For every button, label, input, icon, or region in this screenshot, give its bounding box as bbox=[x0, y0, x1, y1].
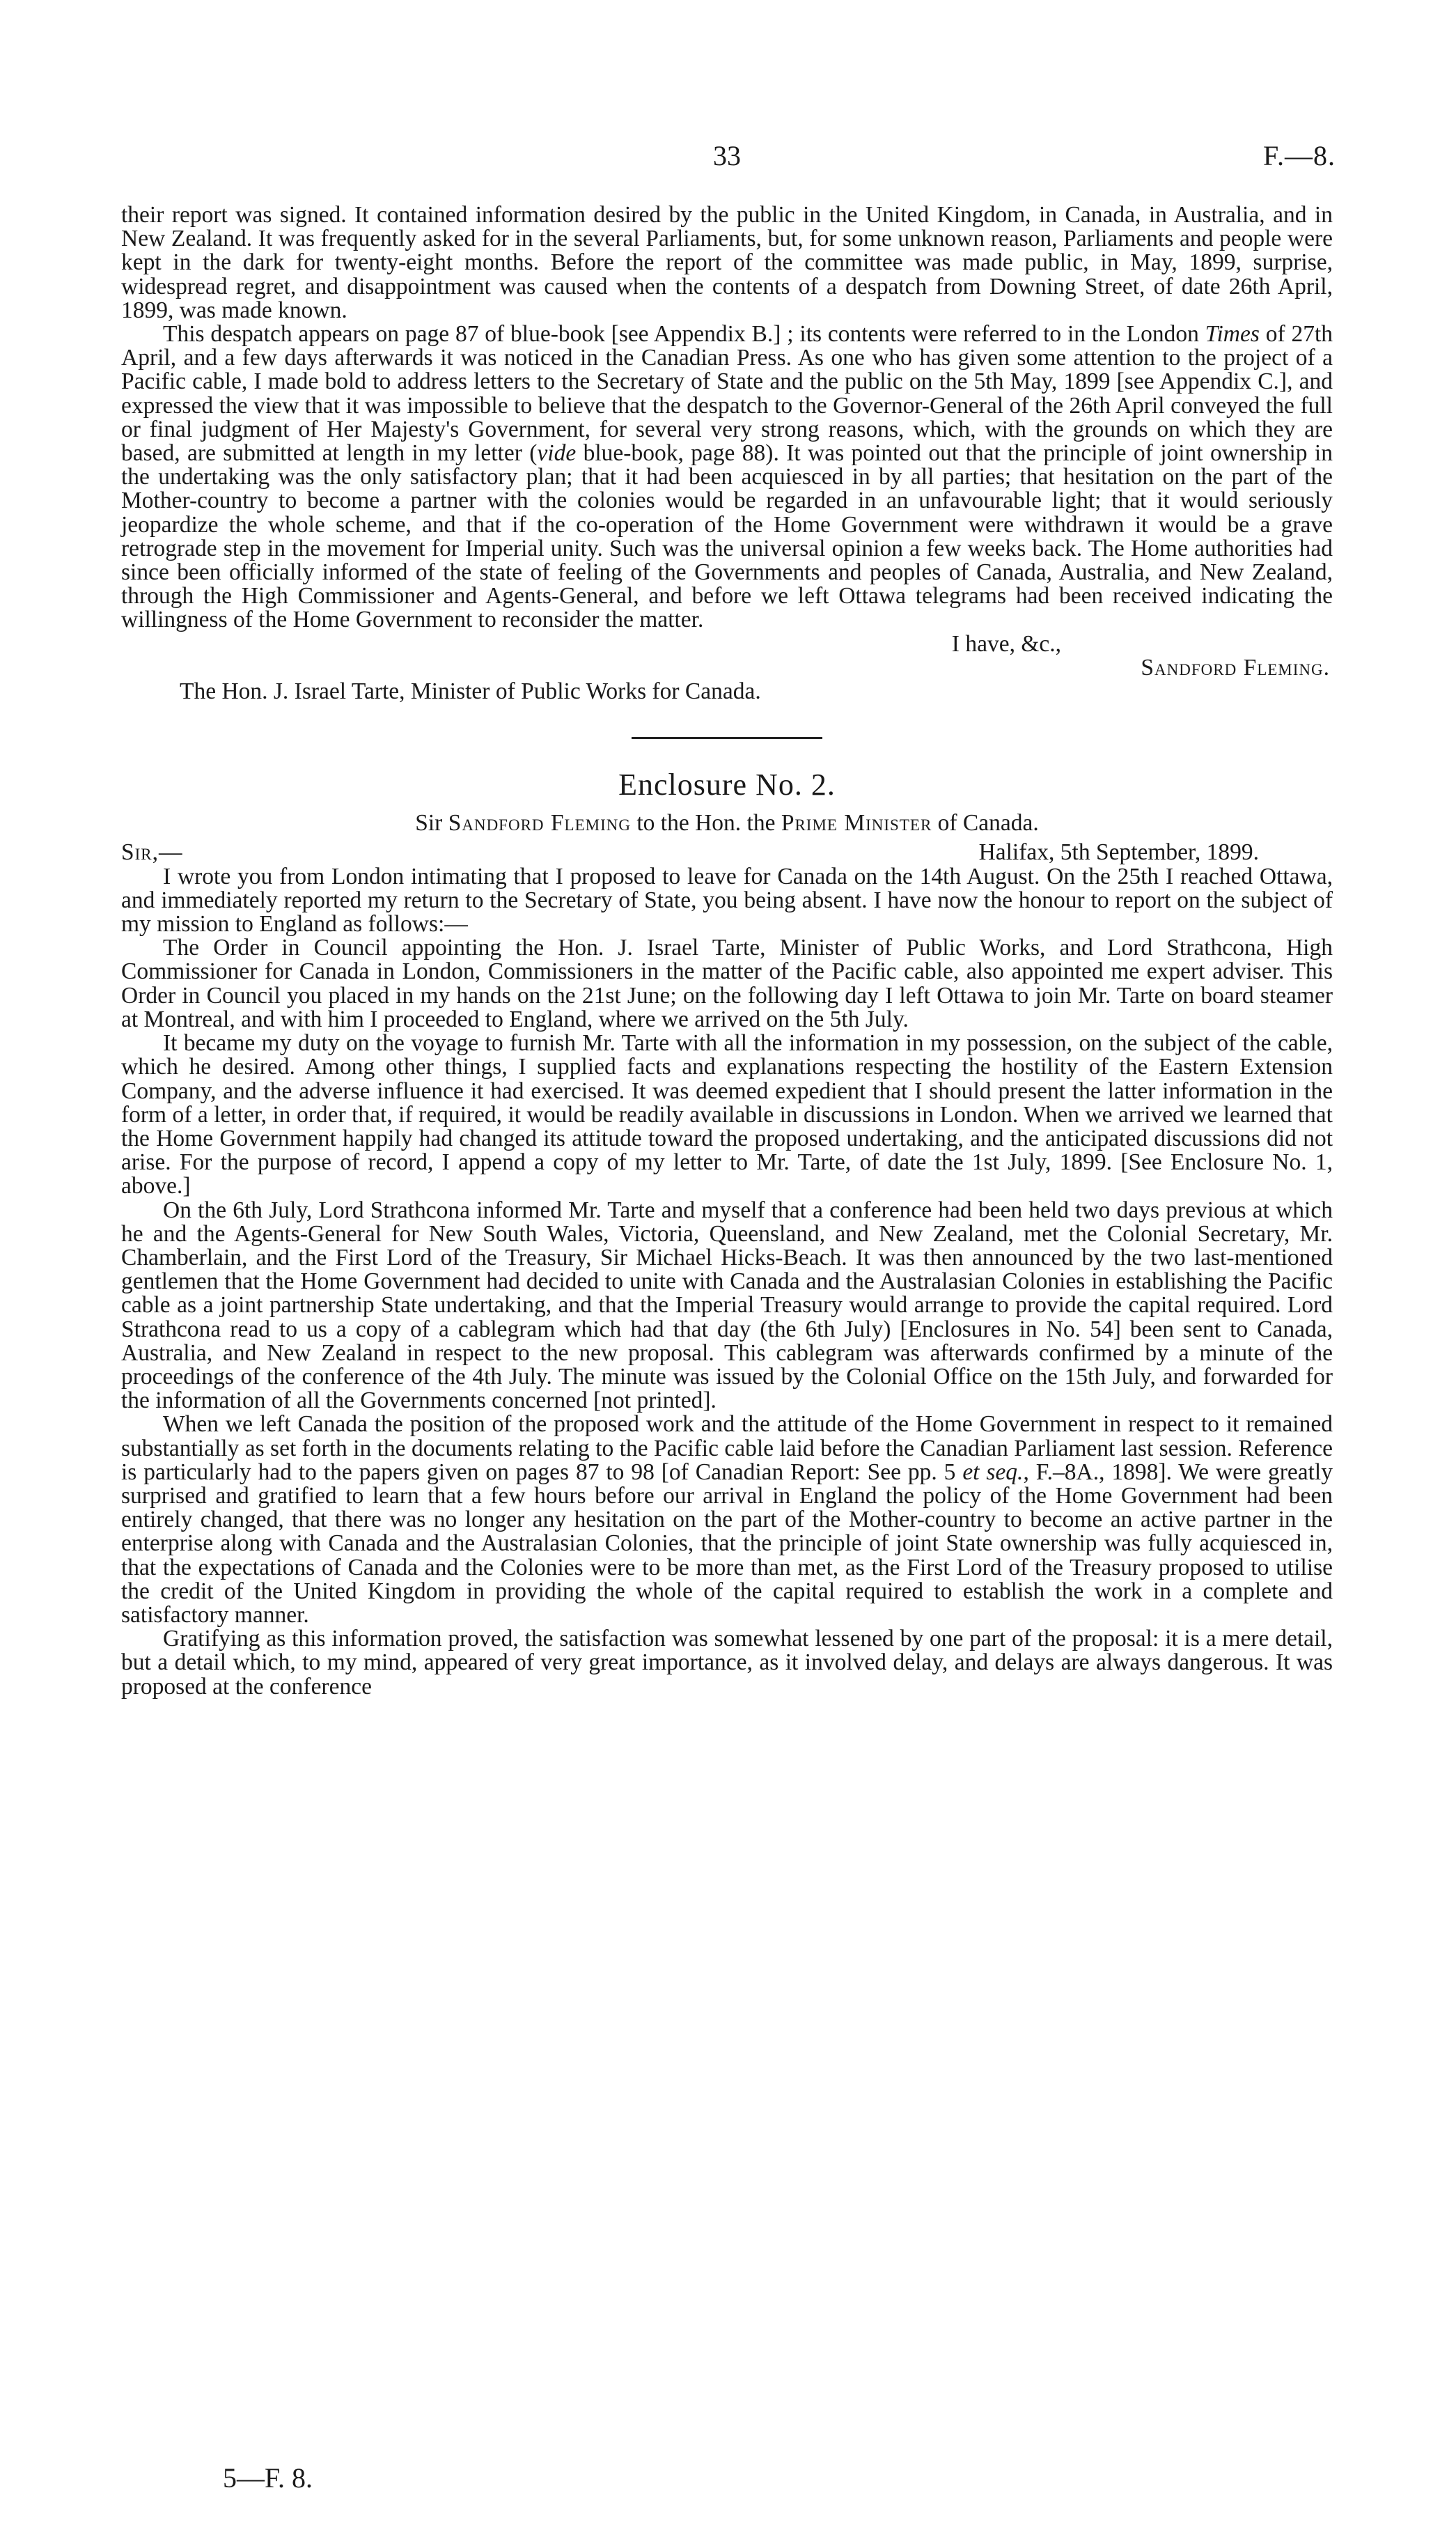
document-page bbox=[121, 0, 1336, 2534]
vide-term: vide bbox=[537, 440, 577, 467]
letter-signature: Sandford Fleming. bbox=[1141, 654, 1330, 681]
paragraph-enclosure-4: On the 6th July, Lord Strathcona informed Mr. Tarte and myself that a conference had been held two days previous at which he and the Agents-General for New South Wales, Victoria, Queensland, and New Zealand, met the Colonial Secretary, Mr. Chamberlain, and the First Lord of the Treasury, Sir Michael Hicks-Beach. It was then announced by the two last-mentioned gentlemen that the Home Government had decided to unite with Canada and the Australasian Colonies in establishing the Pacific cable as a joint partnership State undertaking, and that the Imperial Treasury would arrange to provide the capital required. Lord Strathcona read to us a copy of a cablegram which had that day (the 6th July) [Enclosures in No. 54] been sent to Canada, Australia, and New Zealand in respect to the new proposal. This cablegram was afterwards confirmed by a minute of the proceedings of the conference of the 4th July. The minute was issued by the Colonial Office on the 15th July, and forwarded for the information of all the Governments concerned [not printed]. bbox=[121, 1197, 1333, 1414]
letter-addressee: The Hon. J. Israel Tarte, Minister of Public Works for Canada. bbox=[180, 678, 761, 705]
enclosure-subtitle: Sir Sandford Fleming to the Hon. the Prime Minister of Canada. bbox=[415, 810, 1039, 837]
page-number: 33 bbox=[713, 140, 741, 171]
paragraph-enclosure-3: It became my duty on the voyage to furnish Mr. Tarte with all the information in my possession, on the subject of the cable, which he desired. Among other things, I supplied facts and explanations respecting the hostility of the Eastern Extension Company, and the adverse influence it had exercised. It was deemed expedient that I should present the latter information in the form of a letter, in order that, if required, it would be readily available in discussions in London. When we arrived we learned that the Home Government happily had changed its attitude toward the proposed undertaking, and the anticipated discussions did not arise. For the purpose of record, I append a copy of my letter to Mr. Tarte, of date the 1st July, 1899. [See Enclosure No. 1, above.] bbox=[121, 1030, 1333, 1199]
paragraph-enclosure-1: I wrote you from London intimating that I proposed to leave for Canada on the 14th August. On the 25th I reached Ottawa, and immediately reported my return to the Secretary of State, you being absent. I have now the honour to report on the subject of my mission to England as follows:— bbox=[121, 863, 1333, 938]
et-seq-term: et seq. bbox=[962, 1459, 1024, 1485]
paragraph-despatch: This despatch appears on page 87 of blue-book [see Appendix B.] ; its contents were referred to in the London Times of 27th April, and a few days afterwards it was noticed in the Canadian Press. As one who has given some attention to the project of a Pacific cable, I made bold to address letters to the Secretary of State and the public on the 5th May, 1899 [see Appendix C.], and expressed the view that it was impossible to believe that the despatch to the Governor-General of the 26th April conveyed the full or final judgment of Her Majesty's Government, for several very strong reasons, which, with the grounds on which they are based, are submitted at length in my letter (vide blue-book, page 88). It was pointed out that the principle of joint ownership in the undertaking was the only satisfactory plan; that it had been acquiesced in by all parties; that hesitation on the part of the Mother-country to become a partner with the colonies would be regarded in an unfavourable light; that it would seriously jeopardize the whole scheme, and that if the co-operation of the Home Government were withdrawn it would be a grave retrograde step in the movement for Imperial unity. Such was the universal opinion a few weeks back. The Home authorities had since been officially informed of the state of feeling of the Governments and peoples of Canada, Australia, and New Zealand, through the High Commissioner and Agents-General, and before we left Ottawa telegrams had been received indicating the willingness of the Home Government to reconsider the matter. bbox=[121, 321, 1333, 633]
signature-mark: 5—F. 8. bbox=[223, 2462, 313, 2494]
paper-code: F.—8. bbox=[1262, 140, 1336, 171]
place-date: Halifax, 5th September, 1899. bbox=[978, 839, 1259, 866]
paragraph-enclosure-2: The Order in Council appointing the Hon. J. Israel Tarte, Minister of Public Works, and Lord Strathcona, High Commissioner for Canada in London, Commissioners in the matter of the Pacific cable, also appointed me expert adviser. This Order in Council you placed in my hands on the 21st June; on the following day I left Ottawa to join Mr. Tarte on board steamer at Montreal, and with him I proceeded to England, where we arrived on the 5th July. bbox=[121, 935, 1333, 1032]
document-body bbox=[121, 203, 1333, 1699]
times-newspaper-title: Times bbox=[1205, 321, 1260, 348]
letter-closing: I have, &c., bbox=[951, 630, 1061, 657]
salutation-row bbox=[121, 841, 1333, 864]
page-header bbox=[121, 139, 1336, 181]
enclosure-title: Enclosure No. 2. bbox=[618, 768, 836, 802]
section-divider bbox=[632, 737, 822, 739]
paragraph-continuation: their report was signed. It contained information desired by the public in the United Kingdom, in Canada, in Australia, and in New Zealand. It was frequently asked for in the several Parliaments, but, for some unknown reason, Parliaments and people were kept in the dark for twenty-eight months. Before the report of the committee was made public, in May, 1899, surprise, widespread regret, and disappointment was caused when the contents of a despatch from Downing Street, of date 26th April, 1899, was made known. bbox=[121, 202, 1333, 323]
salutation: Sir,— bbox=[121, 839, 183, 866]
paragraph-enclosure-6: Gratifying as this information proved, the satisfaction was somewhat lessened by one part of the proposal: it is a mere detail, but a detail which, to my mind, appeared of very great importance, as it involved delay, and delays are always dangerous. It was proposed at the conference bbox=[121, 1626, 1333, 1700]
paragraph-enclosure-5: When we left Canada the position of the proposed work and the attitude of the Home Government in respect to it remained substantially as set forth in the documents relating to the Pacific cable laid before the Canadian Parliament last session. Reference is particularly had to the papers given on pages 87 to 98 [of Canadian Report: See pp. 5 et seq., F.–8A., 1898]. We were greatly surprised and gratified to learn that a few hours before our arrival in England the policy of the Home Government had been entirely changed, that there was no longer any hesitation on the part of the Mother-country to become an active partner in the enterprise along with Canada and the Australasian Colonies, that the principle of joint State ownership was fully acquiesced in, that the expectations of Canada and the Colonies were to be more than met, as the First Lord of the Treasury proposed to utilise the credit of the United Kingdom in providing the whole of the capital required to establish the work in a complete and satisfactory manner. bbox=[121, 1411, 1333, 1628]
